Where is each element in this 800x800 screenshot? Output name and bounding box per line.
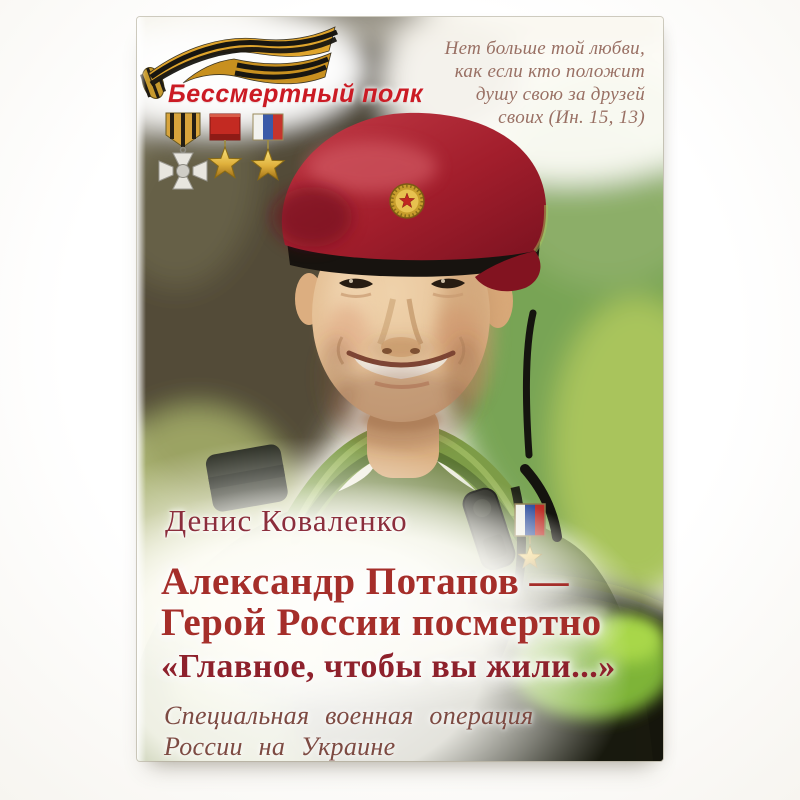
epigraph-line: Нет больше той любви, [444, 38, 645, 59]
title-line-2: Герой России посмертно [161, 601, 602, 644]
beret-badge-icon [390, 184, 424, 218]
eye-glint [349, 279, 353, 283]
title-line-1: Александр Потапов — [161, 560, 570, 603]
series-line-2: России на Украине [164, 732, 396, 761]
book-cover [137, 17, 663, 761]
book-subtitle: «Главное, чтобы вы жили...» [161, 648, 616, 685]
immortal-regiment-label: Бессмертный полк [168, 80, 424, 108]
eye-glint [441, 279, 445, 283]
series-line-1: Специальная военная операция [164, 701, 534, 730]
beret-highlight [307, 141, 437, 193]
page-edge [137, 17, 146, 761]
series-note [164, 700, 533, 761]
beret-shade [272, 187, 352, 247]
epigraph-line: своих (Ин. 15, 13) [498, 107, 645, 128]
stubble [319, 337, 483, 449]
author-name: Денис Коваленко [165, 503, 408, 538]
epigraph-line: как если кто положит [454, 61, 645, 82]
book-title [161, 561, 602, 643]
epigraph-line: душу свою за друзей [475, 84, 645, 105]
